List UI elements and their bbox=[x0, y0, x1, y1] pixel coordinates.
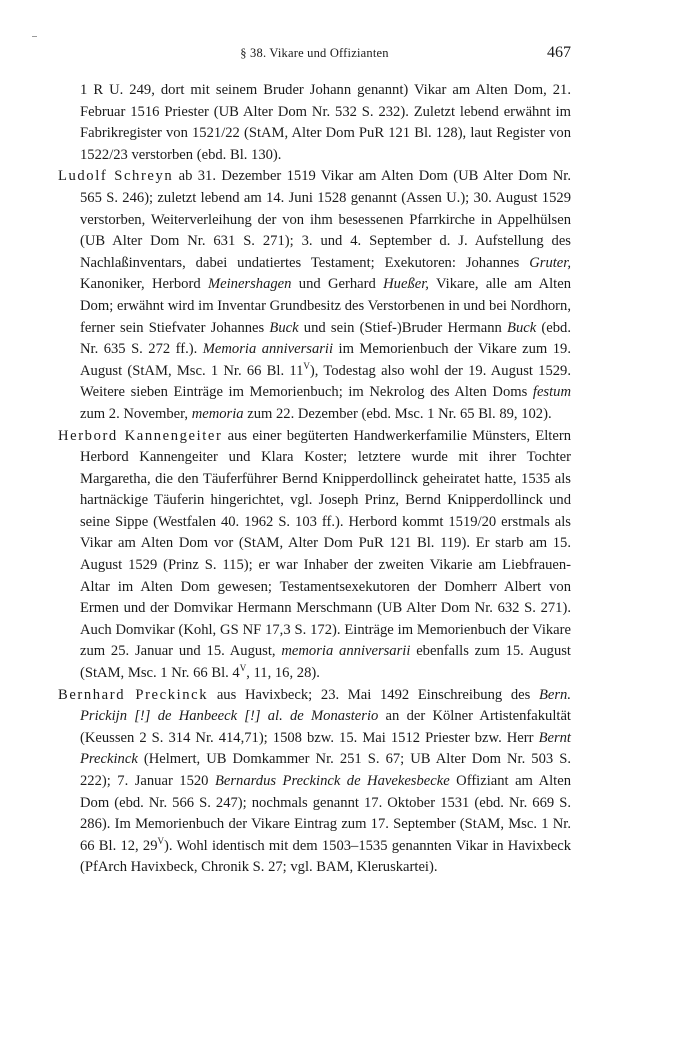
italic-text: Bernardus Preckinck de Havekesbecke bbox=[214, 773, 450, 789]
running-title: § 38. Vikare und Offizianten bbox=[240, 46, 389, 60]
italic-text: Hueßer, bbox=[383, 276, 429, 293]
entry-bernhard-preckinck bbox=[58, 685, 571, 879]
superscript: V bbox=[239, 663, 247, 674]
italic-text: Buck bbox=[269, 319, 299, 336]
entry-continuation bbox=[58, 80, 571, 166]
italic-text: Gruter, bbox=[529, 254, 571, 271]
body-text: ab 31. Dezember 1519 Vikar am Alten Dom (UB Alter Dom Nr. 565 S. 246); zuletzt lebend am 14. Juni 1528 genannt (Assen U.); 30. August 1529 verstorben, Weiterverleihung der von ihm besessenen Pfarrkirche in Appelhülsen (UB Alter Dom Nr. 631 S. 271); 3. und 4. September d. J. Aufstellung des Nachlaßinventars, dabei undatiertes Testament; Exekutoren: Johannes bbox=[80, 168, 572, 271]
body-text: Offiziant am Alten Dom (ebd. Nr. 566 S. 247); nochmals genannt 17. Oktober 1531 (ebd. Nr. 669 S. 286). Im Memorienbuch der Vikare Eintrag zum 17. September (StAM, Msc. 1 Nr. 66 Bl. 12, 29 bbox=[80, 773, 572, 854]
body-text: aus Havixbeck; 23. Mai 1492 Einschreibung des bbox=[208, 686, 539, 703]
body-text: und sein (Stief-)Bruder Hermann bbox=[298, 319, 508, 336]
margin-mark bbox=[32, 36, 37, 37]
body-text: , 11, 16, 28). bbox=[246, 665, 320, 682]
body-text: aus einer begüterten Handwerkerfamilie Münsters, Eltern Herbord Kannengeiter und Klara Koster; letztere wurde mit ihrer Tochter Margaretha, die den Täuferführer Bernd Knipperdollinck geheiratet hatte, 1535 als hartnäckige Täuferin hingerichtet, vgl. Joseph Prinz, Bernd Knipperdollinck und seine Sippe (Westfalen 40. 1962 S. 103 ff.). Herbord kommt 1519/20 erstmals als Vikar am Alten Dom vor (StAM, Alter Dom PuR 121 Bl. 119). Er starb am 15. August 1529 (Prinz S. 115); er war Inhaber der zweiten Vikarie am Liebfrauen-Altar im Alten Dom gewesen; Testamentsexekutoren der Domherr Albert von Ermen und der Domvikar Hermann Merschmann (UB Alter Dom Nr. 632 S. 271). Auch Domvikar (Kohl, GS NF 17,3 S. 172). Einträge im Memorienbuch der Vikare zum 25. Januar und 15. August, bbox=[80, 427, 571, 660]
body-text: (ebd. Nr. 635 S. 272 ff.). bbox=[80, 319, 571, 358]
body-text: ). Wohl identisch mit dem 1503–1535 genannten Vikar in Havixbeck (PfArch Havixbeck, Chronik S. 27; vgl. BAM, Kleruskartei). bbox=[80, 837, 572, 876]
page-header bbox=[58, 46, 571, 66]
italic-text: memoria bbox=[191, 405, 244, 422]
entry-name: Bernhard Preckinck bbox=[58, 686, 209, 703]
body-text: ebenfalls zum 15. August (StAM, Msc. 1 Nr. 66 Bl. 4 bbox=[80, 643, 571, 682]
superscript: V bbox=[303, 360, 310, 371]
text-body bbox=[58, 80, 571, 879]
italic-text: Bern. Prickijn [!] de Hanbeeck [!] al. de Monasterio bbox=[80, 686, 571, 725]
body-text: (Helmert, UB Domkammer Nr. 251 S. 67; UB Alter Dom Nr. 503 S. 222); 7. Januar 1520 bbox=[80, 751, 571, 789]
body-text: zum 22. Dezember (ebd. Msc. 1 Nr. 65 Bl. 89, 102). bbox=[243, 405, 552, 422]
italic-text: festum bbox=[532, 384, 571, 401]
entry-herbord-kannengeiter bbox=[58, 426, 571, 685]
italic-text: memoria anniversarii bbox=[281, 643, 411, 660]
italic-text: Memoria anniversarii bbox=[202, 341, 334, 358]
body-text: und Gerhard bbox=[291, 276, 384, 293]
italic-text: Bernt Preckinck bbox=[80, 729, 571, 768]
body-text: ), Todestag also wohl der 19. August 1529. Weitere sieben Einträge im Memorienbuch; im Nekrolog des Alten Doms bbox=[80, 362, 571, 401]
superscript: V bbox=[157, 835, 165, 846]
italic-text: Meinershagen bbox=[207, 276, 292, 293]
body-text: 1 R U. 249, dort mit seinem Bruder Johann genannt) Vikar am Alten Dom, 21. Februar 1516 Priester (UB Alter Dom Nr. 532 S. 232). Zuletzt lebend erwähnt im Fabrikregister von 1521/22 (StAM, Alter Dom PuR 121 Bl. 128), laut Register von 1522/23 verstorben (ebd. Bl. 130). bbox=[80, 82, 571, 163]
body-text: zum 2. November, bbox=[80, 405, 192, 422]
body-text: im Memorienbuch der Vikare zum 19. August (StAM, Msc. 1 Nr. 66 Bl. 11 bbox=[80, 341, 571, 379]
page-number: 467 bbox=[547, 44, 571, 61]
entry-ludolf-schreyn bbox=[58, 166, 571, 425]
entry-name: Herbord Kannengeiter bbox=[58, 427, 223, 444]
entry-name: Ludolf Schreyn bbox=[58, 168, 174, 185]
body-text: an der Kölner Artistenfakultät (Keussen 2 S. 314 Nr. 414,71); 1508 bzw. 15. Mai 1512 Priester bzw. Herr bbox=[80, 708, 571, 746]
body-text: Vikare, alle am Alten Dom; erwähnt wird im Inventar Grundbesitz des Verstorbenen in und bei Nordhorn, ferner sein Stiefvater Johannes bbox=[80, 276, 571, 336]
body-text: Kanoniker, Herbord bbox=[80, 276, 208, 293]
italic-text: Buck bbox=[507, 319, 537, 336]
